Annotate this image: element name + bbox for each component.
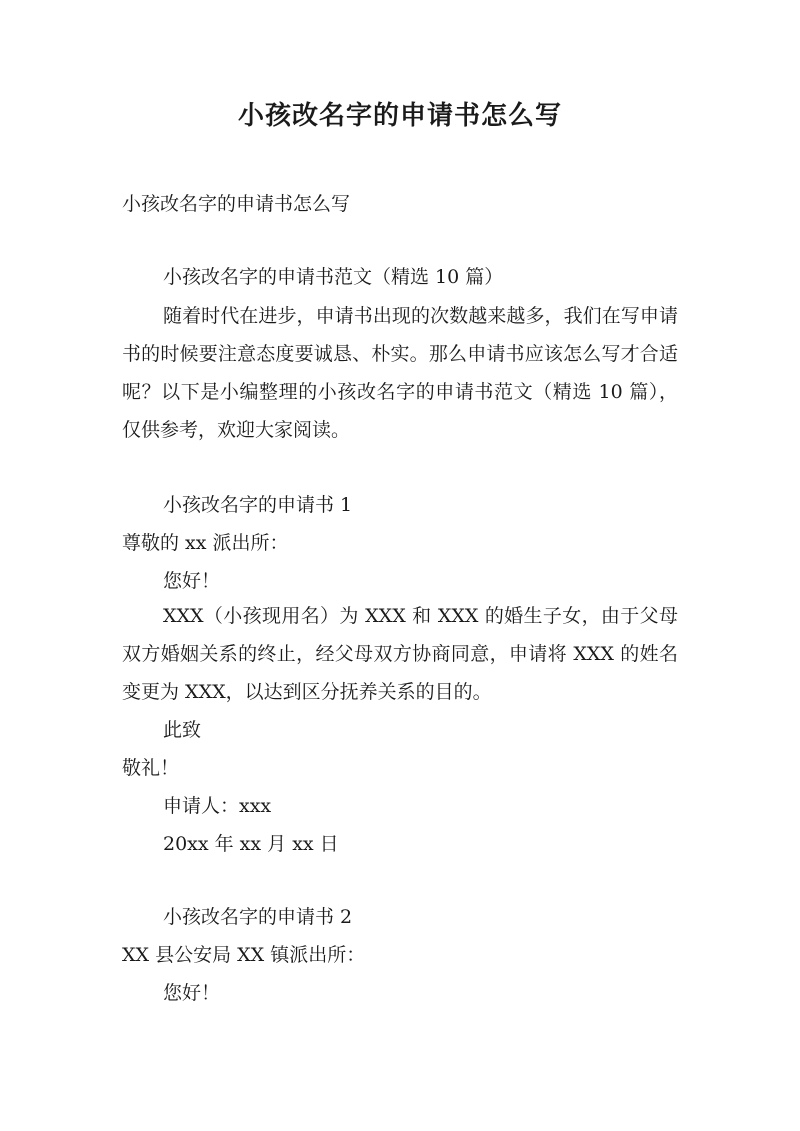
letter1-closing-1: 此致 xyxy=(163,719,202,741)
letter2-greeting: 您好！ xyxy=(163,982,221,1004)
letter1-date: 20xx 年 xx 月 xx 日 xyxy=(163,833,339,855)
letter1-salutation: 尊敬的 xx 派出所： xyxy=(122,532,289,554)
letter2-heading: 小孩改名字的申请书 2 xyxy=(163,906,353,928)
document-title: 小孩改名字的申请书怎么写 xyxy=(237,101,562,131)
letter1-applicant: 申请人：xxx xyxy=(163,795,272,817)
document-subtitle: 小孩改名字的申请书怎么写 xyxy=(122,193,351,215)
letter1-body: XXX（小孩现用名）为 XXX 和 XXX 的婚生子女，由于父母双方婚姻关系的终止，经父母双方协商同意，申请将 XXX 的姓名变更为 XXX，以达到区分抚养关系的目的。 xyxy=(122,605,678,703)
intro-heading: 小孩改名字的申请书范文（精选 10 篇） xyxy=(163,266,504,288)
intro-paragraph: 随着时代在进步，申请书出现的次数越来越多，我们在写申请书的时候要注意态度要诚恳、朴实。那么申请书应该怎么写才合适呢？以下是小编整理的小孩改名字的申请书范文（精选 10 篇），仅供参考，欢迎大家阅读。 xyxy=(122,305,678,441)
letter2-salutation: XX 县公安局 XX 镇派出所： xyxy=(122,944,366,966)
letter1-heading: 小孩改名字的申请书 1 xyxy=(163,494,353,516)
letter1-greeting: 您好！ xyxy=(163,570,221,592)
letter1-closing-2: 敬礼！ xyxy=(122,757,180,779)
